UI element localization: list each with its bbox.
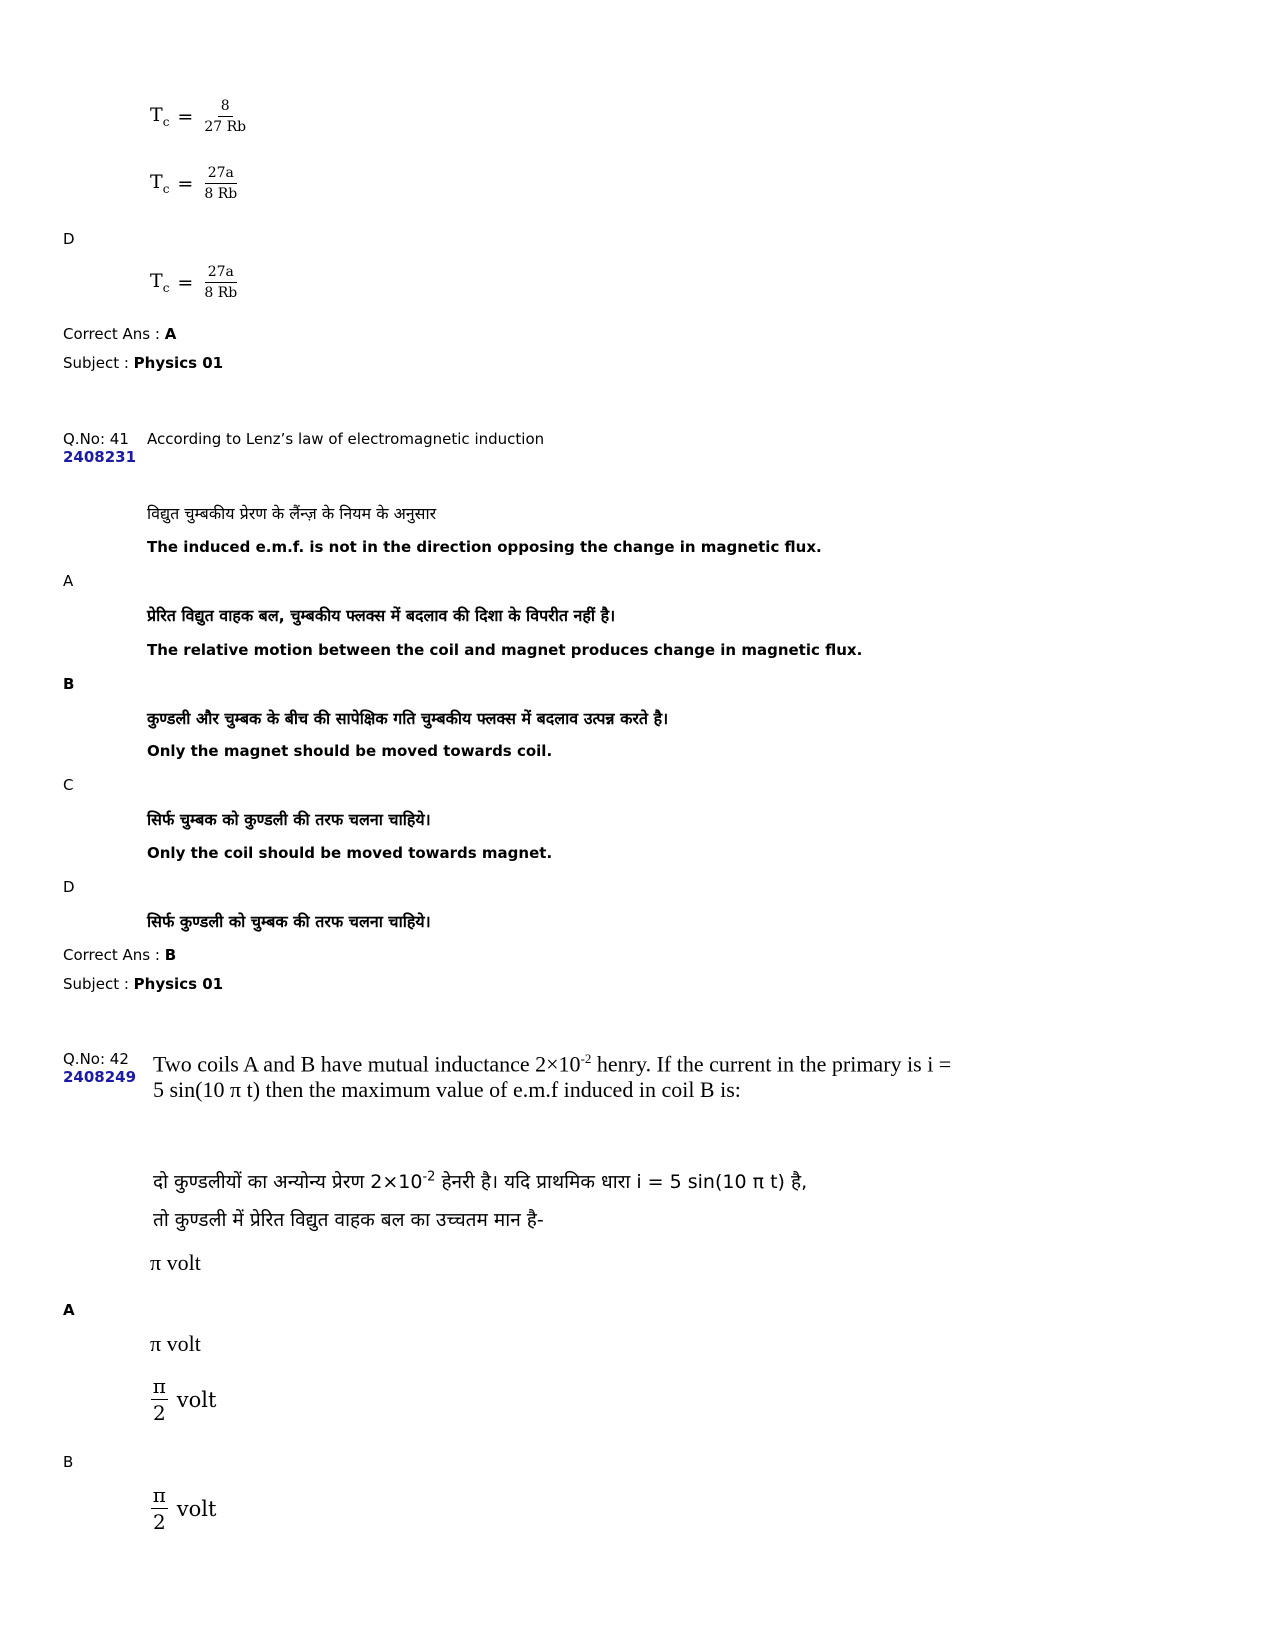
question-text-hi-line1: दो कुण्डलीयों का अन्योन्य प्रेरण $2\times 10^{-2}$ हेनरी है। यदि प्राथमिक धारा i = 5 sin(10 π t) है, [153, 1169, 808, 1193]
question-text-hi: विद्युत चुम्बकीय प्रेरण के लैंन्ज़ के नियम के अनुसार [147, 504, 437, 523]
question-text-hi-line2: तो कुण्डली में प्रेरित विद्युत वाहक बल का उच्चतम मान है- [153, 1209, 544, 1231]
correct-answer: Correct Ans : B [63, 946, 177, 964]
option-a-label: A [63, 572, 74, 590]
option-c-formula: $T_c$ = $\frac{8}{27 Rb}$ [150, 98, 247, 135]
option-c-label: C [63, 776, 74, 794]
option-d-label: D [63, 878, 75, 896]
question-id: 2408231 [63, 448, 137, 466]
subject: Subject : Physics 01 [63, 975, 224, 993]
option-d-label: D [63, 230, 75, 248]
question-text-en: According to Lenz’s law of electromagnetic induction [147, 430, 545, 448]
option-c-text-hi: सिर्फ चुम्बक को कुण्डली की तरफ चलना चाहिये। [147, 810, 431, 829]
question-number: Q.No: 41 [63, 430, 129, 448]
option-c-text-en: Only the magnet should be moved towards coil. [147, 742, 553, 760]
option-b-label: B [63, 1453, 74, 1471]
question-text-en: Two coils A and B have mutual inductance $2\times 10^{-2}$ henry. If the current in the primary is i = 5 sin(10 π t) then the maximum value of e.m.f induced in coil B is: [153, 1051, 952, 1103]
option-a-label: A [63, 1301, 75, 1319]
option-a-text-en: The induced e.m.f. is not in the direction opposing the change in magnetic flux. [147, 538, 822, 556]
option-a-text-hi: π volt [150, 1331, 201, 1356]
option-b-label: B [63, 675, 75, 693]
option-c-hindi-formula: $T_c$ = $\frac{27a}{8 Rb}$ [150, 165, 238, 202]
option-d-text-en: Only the coil should be moved towards magnet. [147, 844, 553, 862]
question-id: 2408249 [63, 1068, 137, 1086]
option-a-text-hi: प्रेरित विद्युत वाहक बल, चुम्बकीय फ्लक्स में बदलाव की दिशा के विपरीत नहीं है। [147, 606, 616, 625]
option-b-text-hi: कुण्डली और चुम्बक के बीच की सापेक्षिक गति चुम्बकीय फ्लक्स में बदलाव उत्पन्न करते है। [147, 709, 669, 728]
option-b-formula-hi: $\frac{\pi}{2}$ volt [152, 1483, 217, 1534]
subject: Subject : Physics 01 [63, 354, 224, 372]
question-number: Q.No: 42 [63, 1050, 129, 1068]
correct-answer: Correct Ans : A [63, 325, 177, 343]
option-b-formula-en: $\frac{\pi}{2}$ volt [152, 1374, 217, 1425]
option-b-text-en: The relative motion between the coil and magnet produces change in magnetic flux. [147, 641, 863, 659]
option-a-text-en: π volt [150, 1250, 201, 1275]
option-d-formula: $T_c$ = $\frac{27a}{8 Rb}$ [150, 264, 238, 301]
option-d-text-hi: सिर्फ कुण्डली को चुम्बक की तरफ चलना चाहिये। [147, 912, 431, 931]
